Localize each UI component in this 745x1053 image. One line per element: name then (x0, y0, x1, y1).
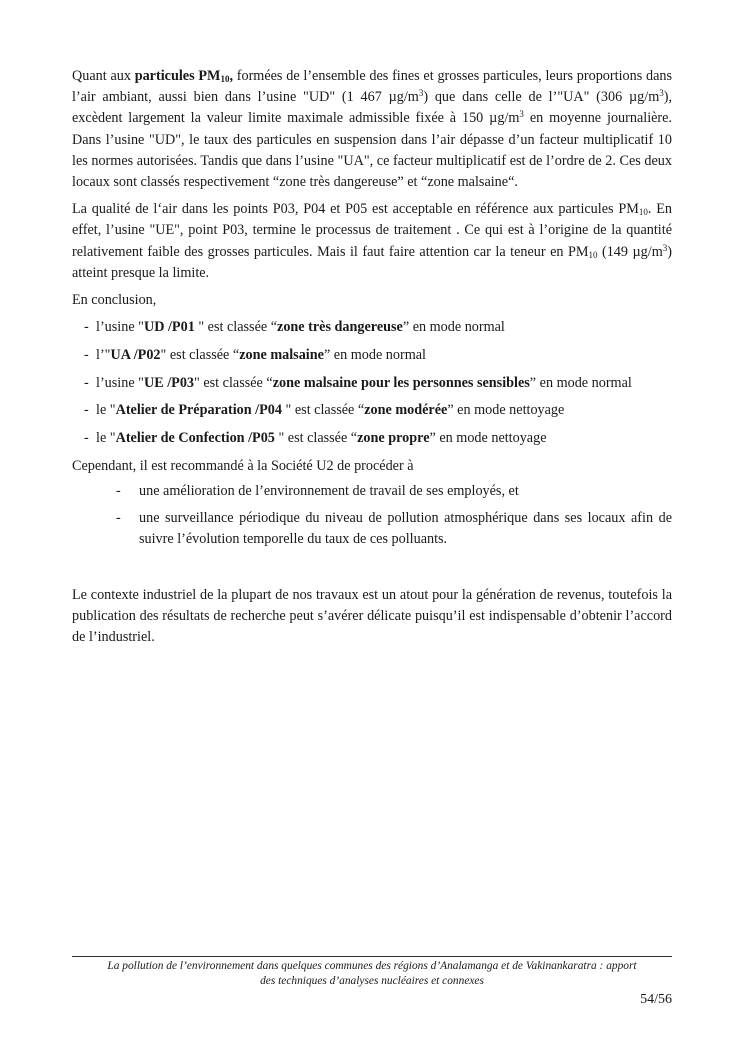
zone-classification: zone malsaine pour les personnes sensibles (272, 374, 530, 391)
footer-title (72, 959, 672, 989)
dash-bullet: - (84, 319, 89, 336)
text-run: . En effet, l’usine "UE", point P03, termine le processus de traitement . Ce qui est à l’origine de la quantité relativement faible des grosses particules. Mais il faut faire attention car la teneur en PM (72, 201, 672, 260)
text-run: La qualité de l‘air dans les points P03, P04 et P05 est acceptable en référence aux particules PM (72, 201, 639, 218)
zone-classification: zone modérée (364, 402, 448, 419)
dash-bullet: - (116, 482, 121, 499)
conclusion-item (72, 345, 672, 366)
recommendation-intro: Cependant, il est recommandé à la Société U2 de procéder à (72, 457, 414, 474)
superscript: 3 (662, 242, 668, 253)
text-run: ) atteint presque la limite. (72, 243, 672, 281)
text-run: " est classée “ (194, 374, 273, 391)
subscript: 10 (220, 74, 230, 84)
paragraph-air-quality (72, 199, 672, 284)
zone-classification: zone malsaine (239, 346, 324, 363)
text-run: l’" (96, 346, 111, 363)
text-run: " est classée “ (281, 402, 365, 419)
text-run: l’usine " (96, 374, 144, 391)
dash-bullet: - (84, 402, 89, 419)
text-run: " est classée “ (274, 430, 358, 447)
footer-line: La pollution de l’environnement dans quelques communes des régions d’Analamanga et de Vakinankaratra : apport (107, 960, 637, 972)
page-number: 54/56 (640, 992, 672, 1007)
superscript: 3 (519, 109, 524, 120)
text-run: ” en mode normal (402, 319, 505, 336)
text-run: formées de l’ensemble des fines et grosses particules, leurs proportions dans l’air ambiant, aussi bien dans l’usine "UD" (1 467 µg/m (72, 68, 672, 106)
conclusion-item (72, 317, 672, 338)
text-run: l’usine " (96, 319, 144, 336)
text-run: ” en mode normal (323, 346, 426, 363)
conclusion-item (72, 428, 672, 449)
footer-line: des techniques d’analyses nucléaires et connexes (260, 975, 484, 987)
dash-bullet: - (84, 346, 89, 363)
dash-bullet: - (116, 510, 121, 527)
text-run: le " (96, 430, 116, 447)
text-run: , (229, 68, 233, 84)
conclusion-item (72, 373, 672, 394)
recommendation-text: une surveillance périodique du niveau de pollution atmosphérique dans ses locaux afin de suivre l’évolution temporelle du taux de ces polluants. (139, 510, 672, 548)
text-run: particules PM (134, 68, 221, 84)
text-run: ” en mode nettoyage (447, 402, 565, 419)
site-name: Atelier de Préparation /P04 (115, 402, 282, 419)
text-run: ) que dans celle de l’"UA" (306 µg/m (423, 89, 660, 106)
text-run: en moyenne journalière. Dans l’usine "UD", le taux des particules en suspension dans l’air dépasse d’un facteur multiplicatif 10 les normes autorisées. Tandis que dans l’usine "UA", ce facteur multiplicatif est de l’ordre de 2. Ces deux locaux sont classés respectivement “zone très dangereuse” et “zone malsaine“. (72, 110, 672, 191)
site-name: UE /P03 (143, 374, 195, 391)
bold-term-pm10 (135, 68, 233, 84)
page-body (72, 66, 672, 654)
subscript: 10 (588, 249, 598, 260)
spacer (72, 557, 672, 585)
dash-bullet: - (84, 374, 89, 391)
site-name: UA /P02 (110, 346, 161, 363)
superscript: 3 (418, 88, 424, 99)
conclusion-item (72, 400, 672, 421)
text-run: le " (96, 402, 116, 419)
text-run: ” en mode nettoyage (429, 430, 547, 447)
conclusion-list (72, 317, 672, 449)
conclusion-intro: En conclusion, (72, 292, 157, 309)
recommendation-list (72, 481, 672, 551)
recommendation-item (72, 508, 672, 550)
text-run: (149 µg/m (597, 243, 663, 260)
text-run: ” en mode normal (529, 374, 632, 391)
subscript: 10 (638, 207, 648, 218)
dash-bullet: - (84, 430, 89, 447)
site-name: UD /P01 (143, 319, 195, 336)
paragraph-pm10-particles (72, 66, 672, 193)
text-run: " est classée “ (194, 319, 278, 336)
superscript: 3 (659, 88, 664, 99)
text-run: " est classée “ (160, 346, 240, 363)
zone-classification: zone très dangereuse (277, 319, 403, 336)
footer-divider (72, 956, 672, 957)
recommendation-item (72, 481, 672, 502)
recommendation-text: une amélioration de l’environnement de travail de ses employés, et (139, 482, 519, 499)
text-run: Quant aux (72, 68, 135, 84)
paragraph-industrial-context: Le contexte industriel de la plupart de nos travaux est un atout pour la génération de revenus, toutefois la publication des résultats de recherche peut s’avérer délicate puisqu’il est indispensable d’obtenir l’accord de l’industriel. (72, 586, 672, 645)
text-run: ), excèdent largement la valeur limite maximale admissible fixée à 150 µg/m (72, 89, 673, 127)
site-name: Atelier de Confection /P05 (115, 430, 275, 447)
zone-classification: zone propre (357, 430, 430, 447)
